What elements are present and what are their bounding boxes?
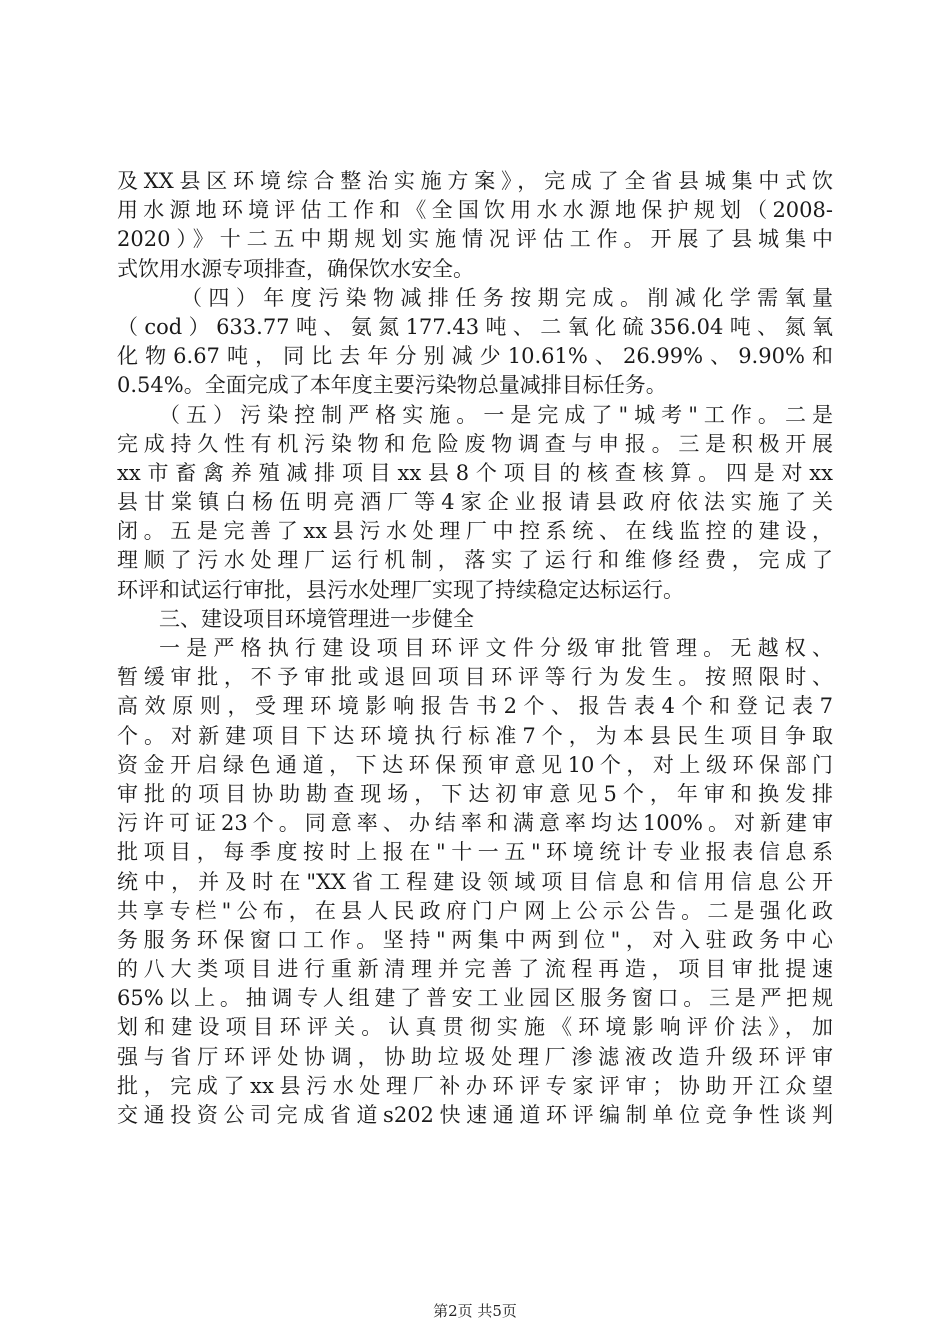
text-line: 强与省厅环评处协调，协助垃圾处理厂渗滤液改造升级环评审 (117, 1044, 833, 1069)
text-line: （五）污染控制严格实施。一是完成了"城考"工作。二是 (159, 402, 833, 427)
text-line: 共享专栏"公布，在县人民政府门户网上公示公告。二是强化政 (117, 898, 833, 923)
text-line: 式饮用水源专项排查，确保饮水安全。 (117, 256, 474, 281)
text-line: 统中，并及时在"XX省工程建设领域项目信息和信用信息公开 (117, 869, 833, 894)
text-line: 批项目，每季度按时上报在"十一五"环境统计专业报表信息系 (117, 840, 833, 865)
text-line: 完成持久性有机污染物和危险废物调查与申报。三是积极开展 (117, 431, 833, 456)
text-line: 资金开启绿色通道，下达环保预审意见10个，对上级环保部门 (117, 752, 833, 777)
text-line: 批，完成了xx县污水处理厂补办环评专家评审；协助开江众望 (117, 1073, 833, 1098)
page-number: 第2页 共5页 (433, 1302, 517, 1320)
text-line: 审批的项目协助勘查现场，下达初审意见5个，年审和换发排 (117, 781, 833, 806)
text-line: 用水源地环境评估工作和《全国饮用水水源地保护规划（2008- (117, 198, 833, 223)
text-line: 个。对新建项目下达环境执行标准7个，为本县民生项目争取 (117, 723, 833, 748)
text-line: 化物6.67吨，同比去年分别减少10.61%、26.99%、9.90%和 (117, 344, 833, 369)
text-line: 环评和试运行审批，县污水处理厂实现了持续稳定达标运行。 (117, 577, 684, 602)
text-line: 一是严格执行建设项目环评文件分级审批管理。无越权、 (159, 636, 833, 660)
text-line: 高效原则，受理环境影响报告书2个、报告表4个和登记表7 (117, 694, 833, 719)
text-line: 及XX县区环境综合整治实施方案》，完成了全省县城集中式饮 (117, 169, 833, 193)
text-line: 65%以上。抽调专人组建了普安工业园区服务窗口。三是严把规 (117, 986, 833, 1011)
text-line: 0.54%。全面完成了本年度主要污染物总量减排目标任务。 (117, 373, 667, 398)
text-line: 交通投资公司完成省道s202快速通道环评编制单位竞争性谈判 (117, 1103, 833, 1127)
text-line: 务服务环保窗口工作。坚持"两集中两到位"，对入驻政务中心 (117, 927, 833, 952)
text-line: 的八大类项目进行重新清理并完善了流程再造，项目审批提速 (117, 957, 833, 982)
text-line: xx市畜禽养殖减排项目xx县8个项目的核查核算。四是对xx (117, 460, 833, 485)
section-heading: 三、建设项目环境管理进一步健全 (159, 606, 474, 631)
text-line: 理顺了污水处理厂运行机制，落实了运行和维修经费，完成了 (117, 548, 833, 573)
text-line: 县甘棠镇白杨伍明亮酒厂等4家企业报请县政府依法实施了关 (117, 490, 833, 515)
text-line: 2020）》十二五中期规划实施情况评估工作。开展了县城集中 (117, 227, 833, 252)
text-line: （cod）633.77吨、氨氮177.43吨、二氧化硫356.04吨、氮氧 (117, 314, 833, 339)
text-line: 污许可证23个。同意率、办结率和满意率均达100%。对新建审 (117, 811, 833, 836)
text-line: 闭。五是完善了xx县污水处理厂中控系统、在线监控的建设， (117, 519, 833, 544)
text-line: （四）年度污染物减排任务按期完成。削减化学需氧量 (181, 285, 833, 310)
text-line: 暂缓审批，不予审批或退回项目环评等行为发生。按照限时、 (117, 665, 833, 690)
text-line: 划和建设项目环评关。认真贯彻实施《环境影响评价法》，加 (117, 1015, 833, 1040)
document-body (117, 167, 833, 1130)
